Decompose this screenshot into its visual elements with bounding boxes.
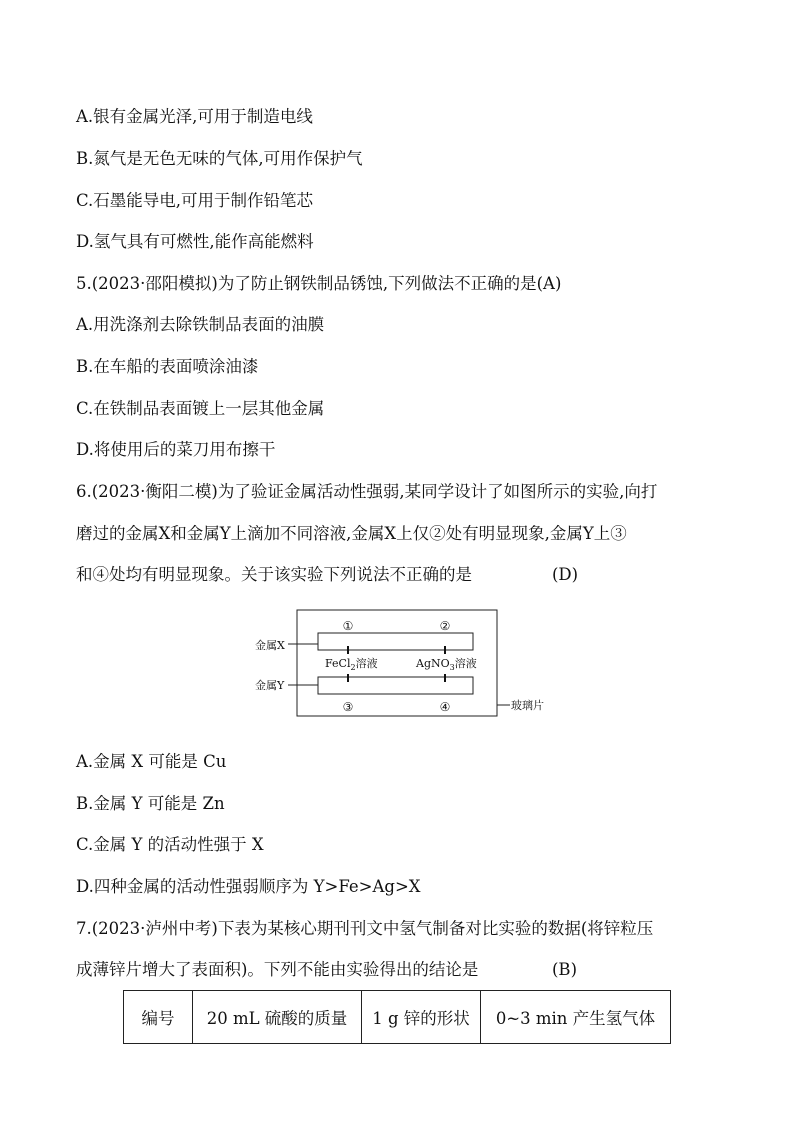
q6-stem-line-2: 磨过的金属X和金属Y上滴加不同溶液,金属X上仅②处有明显现象,金属Y上③ (76, 524, 627, 543)
header-cell-hydrogen-volume: 0~3 min 产生氢气体 (481, 991, 671, 1044)
q4-option-c: C.石墨能导电,可用于制作铅笔芯 (76, 191, 314, 210)
q4-option-a: A.银有金属光泽,可用于制造电线 (76, 107, 313, 126)
experiment-diagram (250, 608, 560, 720)
label-circle-2: ② (439, 619, 451, 633)
q5-option-d: D.将使用后的菜刀用布擦干 (76, 440, 276, 459)
fecl2-solution-label: FeCl$_2$溶液 (325, 657, 378, 672)
q5-stem: 5.(2023·邵阳模拟)为了防止钢铁制品锈蚀,下列做法不正确的是(A) (76, 274, 562, 293)
metal-y-strip (318, 677, 473, 694)
label-circle-4: ④ (439, 700, 451, 714)
header-cell-zinc-shape: 1 g 锌的形状 (362, 991, 481, 1044)
q7-answer: (B) (552, 960, 577, 979)
label-circle-1: ① (342, 619, 354, 633)
header-cell-number: 编号 (124, 991, 193, 1044)
q6-option-d: D.四种金属的活动性强弱顺序为 Y>Fe>Ag>X (76, 877, 421, 896)
q7-stem-line-1: 7.(2023·泸州中考)下表为某核心期刊刊文中氢气制备对比实验的数据(将锌粒压 (76, 919, 654, 938)
q6-option-b: B.金属 Y 可能是 Zn (76, 794, 225, 813)
q6-stem-line-3: 和④处均有明显现象。关于该实验下列说法不正确的是 (76, 565, 472, 584)
q4-option-b: B.氮气是无色无味的气体,可用作保护气 (76, 149, 363, 168)
q7-data-table (123, 990, 671, 1044)
q6-answer: (D) (552, 565, 579, 584)
q7-stem-line-2: 成薄锌片增大了表面积)。下列不能由实验得出的结论是 (76, 960, 479, 979)
metal-x-strip (318, 633, 473, 650)
q6-option-c: C.金属 Y 的活动性强于 X (76, 835, 264, 854)
label-circle-3: ③ (342, 700, 354, 714)
glass-label: 玻璃片 (511, 699, 544, 712)
metal-x-label: 金属X (255, 639, 285, 652)
q6-option-a: A.金属 X 可能是 Cu (76, 752, 227, 771)
q4-option-d: D.氢气具有可燃性,能作高能燃料 (76, 232, 314, 251)
q5-option-a: A.用洗涤剂去除铁制品表面的油膜 (76, 315, 325, 334)
table-header-row (124, 991, 671, 1044)
q5-option-b: B.在车船的表面喷涂油漆 (76, 357, 259, 376)
q6-stem-line-1: 6.(2023·衡阳二模)为了验证金属活动性强弱,某同学设计了如图所示的实验,向打 (76, 482, 658, 501)
metal-y-label: 金属Y (255, 679, 285, 692)
q5-option-c: C.在铁制品表面镀上一层其他金属 (76, 399, 325, 418)
header-cell-acid-mass: 20 mL 硫酸的质量 (193, 991, 362, 1044)
agno3-solution-label: AgNO$_3$溶液 (416, 657, 477, 672)
